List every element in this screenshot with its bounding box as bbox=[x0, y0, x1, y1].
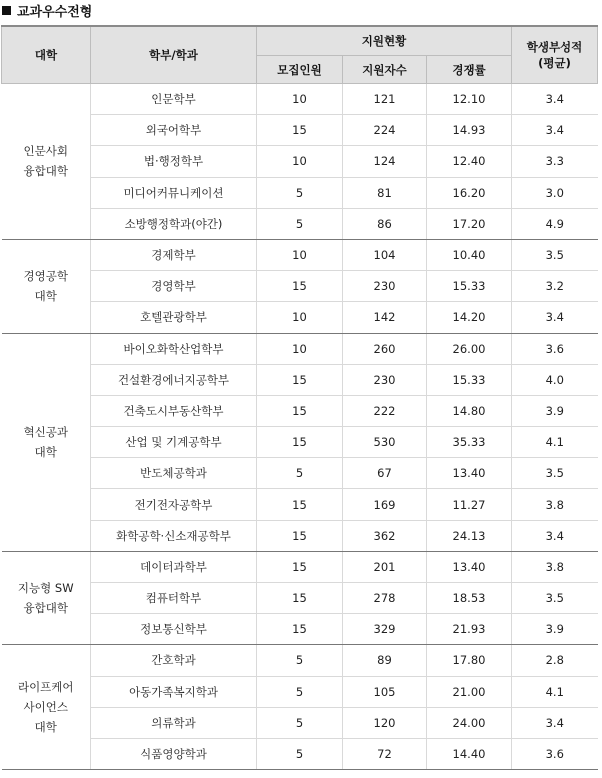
recruit-cell: 15 bbox=[257, 551, 343, 582]
header-department: 학부/학과 bbox=[91, 26, 257, 84]
table-row bbox=[2, 707, 598, 738]
department-cell: 경제학부 bbox=[91, 239, 257, 270]
ratio-cell: 14.40 bbox=[427, 738, 512, 769]
recruit-cell: 10 bbox=[257, 302, 343, 333]
ratio-cell: 21.00 bbox=[427, 676, 512, 707]
ratio-cell: 15.33 bbox=[427, 271, 512, 302]
header-gpa-line2: (평균) bbox=[538, 56, 571, 70]
table-row bbox=[2, 84, 598, 115]
gpa-cell: 3.4 bbox=[512, 302, 598, 333]
section-title bbox=[2, 0, 92, 20]
college-cell: 경영공학 대학 bbox=[2, 239, 91, 333]
recruit-cell: 10 bbox=[257, 333, 343, 364]
table-row bbox=[2, 427, 598, 458]
recruit-cell: 15 bbox=[257, 271, 343, 302]
recruit-cell: 15 bbox=[257, 583, 343, 614]
ratio-cell: 14.80 bbox=[427, 395, 512, 426]
applicants-cell: 201 bbox=[343, 551, 427, 582]
gpa-cell: 3.9 bbox=[512, 395, 598, 426]
table-row bbox=[2, 520, 598, 551]
table-row bbox=[2, 551, 598, 582]
gpa-cell: 3.4 bbox=[512, 115, 598, 146]
department-cell: 인문학부 bbox=[91, 84, 257, 115]
applicants-cell: 530 bbox=[343, 427, 427, 458]
department-cell: 경영학부 bbox=[91, 271, 257, 302]
applicants-cell: 104 bbox=[343, 239, 427, 270]
table-row bbox=[2, 458, 598, 489]
department-cell: 반도체공학과 bbox=[91, 458, 257, 489]
recruit-cell: 15 bbox=[257, 614, 343, 645]
ratio-cell: 12.10 bbox=[427, 84, 512, 115]
gpa-cell: 3.3 bbox=[512, 146, 598, 177]
ratio-cell: 26.00 bbox=[427, 333, 512, 364]
ratio-cell: 21.93 bbox=[427, 614, 512, 645]
recruit-cell: 15 bbox=[257, 395, 343, 426]
gpa-cell: 3.8 bbox=[512, 489, 598, 520]
ratio-cell: 17.80 bbox=[427, 645, 512, 676]
department-cell: 법·행정학부 bbox=[91, 146, 257, 177]
applicants-cell: 224 bbox=[343, 115, 427, 146]
applicants-cell: 124 bbox=[343, 146, 427, 177]
header-status: 지원현황 bbox=[257, 26, 512, 56]
department-cell: 정보통신학부 bbox=[91, 614, 257, 645]
recruit-cell: 10 bbox=[257, 146, 343, 177]
ratio-cell: 18.53 bbox=[427, 583, 512, 614]
table-row bbox=[2, 395, 598, 426]
gpa-cell: 3.5 bbox=[512, 239, 598, 270]
recruit-cell: 10 bbox=[257, 239, 343, 270]
gpa-cell: 4.1 bbox=[512, 427, 598, 458]
ratio-cell: 14.20 bbox=[427, 302, 512, 333]
department-cell: 호텔관광학부 bbox=[91, 302, 257, 333]
applicants-cell: 222 bbox=[343, 395, 427, 426]
ratio-cell: 24.00 bbox=[427, 707, 512, 738]
applicants-cell: 230 bbox=[343, 364, 427, 395]
table-row bbox=[2, 115, 598, 146]
gpa-cell: 2.8 bbox=[512, 645, 598, 676]
gpa-cell: 3.4 bbox=[512, 520, 598, 551]
recruit-cell: 5 bbox=[257, 458, 343, 489]
department-cell: 산업 및 기계공학부 bbox=[91, 427, 257, 458]
applicants-cell: 86 bbox=[343, 208, 427, 239]
department-cell: 전기전자공학부 bbox=[91, 489, 257, 520]
table-row bbox=[2, 333, 598, 364]
college-cell: 혁신공과 대학 bbox=[2, 333, 91, 551]
table-row bbox=[2, 583, 598, 614]
applicants-cell: 278 bbox=[343, 583, 427, 614]
recruit-cell: 15 bbox=[257, 115, 343, 146]
table-row bbox=[2, 302, 598, 333]
table-row bbox=[2, 146, 598, 177]
table-row bbox=[2, 239, 598, 270]
gpa-cell: 3.0 bbox=[512, 177, 598, 208]
applicants-cell: 81 bbox=[343, 177, 427, 208]
admission-table bbox=[1, 25, 598, 770]
table-row bbox=[2, 177, 598, 208]
recruit-cell: 5 bbox=[257, 177, 343, 208]
department-cell: 데이터과학부 bbox=[91, 551, 257, 582]
gpa-cell: 3.4 bbox=[512, 707, 598, 738]
recruit-cell: 5 bbox=[257, 645, 343, 676]
college-cell: 라이프케어 사이언스 대학 bbox=[2, 645, 91, 770]
gpa-cell: 4.9 bbox=[512, 208, 598, 239]
department-cell: 건축도시부동산학부 bbox=[91, 395, 257, 426]
table-body bbox=[2, 84, 598, 770]
department-cell: 화학공학·신소재공학부 bbox=[91, 520, 257, 551]
department-cell: 식품영양학과 bbox=[91, 738, 257, 769]
ratio-cell: 12.40 bbox=[427, 146, 512, 177]
gpa-cell: 3.6 bbox=[512, 738, 598, 769]
department-cell: 건설환경에너지공학부 bbox=[91, 364, 257, 395]
square-bullet-icon bbox=[2, 6, 11, 15]
ratio-cell: 11.27 bbox=[427, 489, 512, 520]
ratio-cell: 13.40 bbox=[427, 458, 512, 489]
applicants-cell: 67 bbox=[343, 458, 427, 489]
recruit-cell: 5 bbox=[257, 676, 343, 707]
ratio-cell: 35.33 bbox=[427, 427, 512, 458]
applicants-cell: 169 bbox=[343, 489, 427, 520]
header-college: 대학 bbox=[2, 26, 91, 84]
applicants-cell: 142 bbox=[343, 302, 427, 333]
header-applicants: 지원자수 bbox=[343, 56, 427, 84]
applicants-cell: 72 bbox=[343, 738, 427, 769]
ratio-cell: 24.13 bbox=[427, 520, 512, 551]
header-gpa-line1: 학생부성적 bbox=[526, 40, 583, 54]
department-cell: 바이오화학산업학부 bbox=[91, 333, 257, 364]
applicants-cell: 121 bbox=[343, 84, 427, 115]
gpa-cell: 3.6 bbox=[512, 333, 598, 364]
applicants-cell: 362 bbox=[343, 520, 427, 551]
header-ratio: 경쟁률 bbox=[427, 56, 512, 84]
applicants-cell: 329 bbox=[343, 614, 427, 645]
ratio-cell: 17.20 bbox=[427, 208, 512, 239]
recruit-cell: 15 bbox=[257, 489, 343, 520]
department-cell: 미디어커뮤니케이션 bbox=[91, 177, 257, 208]
section-title-text: 교과우수전형 bbox=[17, 4, 93, 20]
applicants-cell: 260 bbox=[343, 333, 427, 364]
table-header bbox=[2, 26, 598, 84]
ratio-cell: 10.40 bbox=[427, 239, 512, 270]
gpa-cell: 3.9 bbox=[512, 614, 598, 645]
gpa-cell: 3.8 bbox=[512, 551, 598, 582]
table-row bbox=[2, 738, 598, 769]
applicants-cell: 230 bbox=[343, 271, 427, 302]
recruit-cell: 15 bbox=[257, 520, 343, 551]
department-cell: 소방행정학과(야간) bbox=[91, 208, 257, 239]
gpa-cell: 3.5 bbox=[512, 458, 598, 489]
gpa-cell: 3.5 bbox=[512, 583, 598, 614]
ratio-cell: 13.40 bbox=[427, 551, 512, 582]
department-cell: 아동가족복지학과 bbox=[91, 676, 257, 707]
recruit-cell: 5 bbox=[257, 738, 343, 769]
gpa-cell: 3.2 bbox=[512, 271, 598, 302]
table-row bbox=[2, 676, 598, 707]
gpa-cell: 4.0 bbox=[512, 364, 598, 395]
department-cell: 간호학과 bbox=[91, 645, 257, 676]
college-cell: 인문사회 융합대학 bbox=[2, 84, 91, 240]
department-cell: 외국어학부 bbox=[91, 115, 257, 146]
applicants-cell: 105 bbox=[343, 676, 427, 707]
table-row bbox=[2, 614, 598, 645]
table-row bbox=[2, 271, 598, 302]
recruit-cell: 5 bbox=[257, 707, 343, 738]
department-cell: 의류학과 bbox=[91, 707, 257, 738]
ratio-cell: 16.20 bbox=[427, 177, 512, 208]
table-row bbox=[2, 645, 598, 676]
table-row bbox=[2, 208, 598, 239]
recruit-cell: 10 bbox=[257, 84, 343, 115]
college-cell: 지능형 SW 융합대학 bbox=[2, 551, 91, 645]
recruit-cell: 5 bbox=[257, 208, 343, 239]
table-row bbox=[2, 364, 598, 395]
department-cell: 컴퓨터학부 bbox=[91, 583, 257, 614]
recruit-cell: 15 bbox=[257, 364, 343, 395]
applicants-cell: 120 bbox=[343, 707, 427, 738]
ratio-cell: 15.33 bbox=[427, 364, 512, 395]
header-gpa bbox=[512, 26, 598, 84]
ratio-cell: 14.93 bbox=[427, 115, 512, 146]
table-row bbox=[2, 489, 598, 520]
gpa-cell: 4.1 bbox=[512, 676, 598, 707]
header-recruit: 모집인원 bbox=[257, 56, 343, 84]
recruit-cell: 15 bbox=[257, 427, 343, 458]
applicants-cell: 89 bbox=[343, 645, 427, 676]
gpa-cell: 3.4 bbox=[512, 84, 598, 115]
